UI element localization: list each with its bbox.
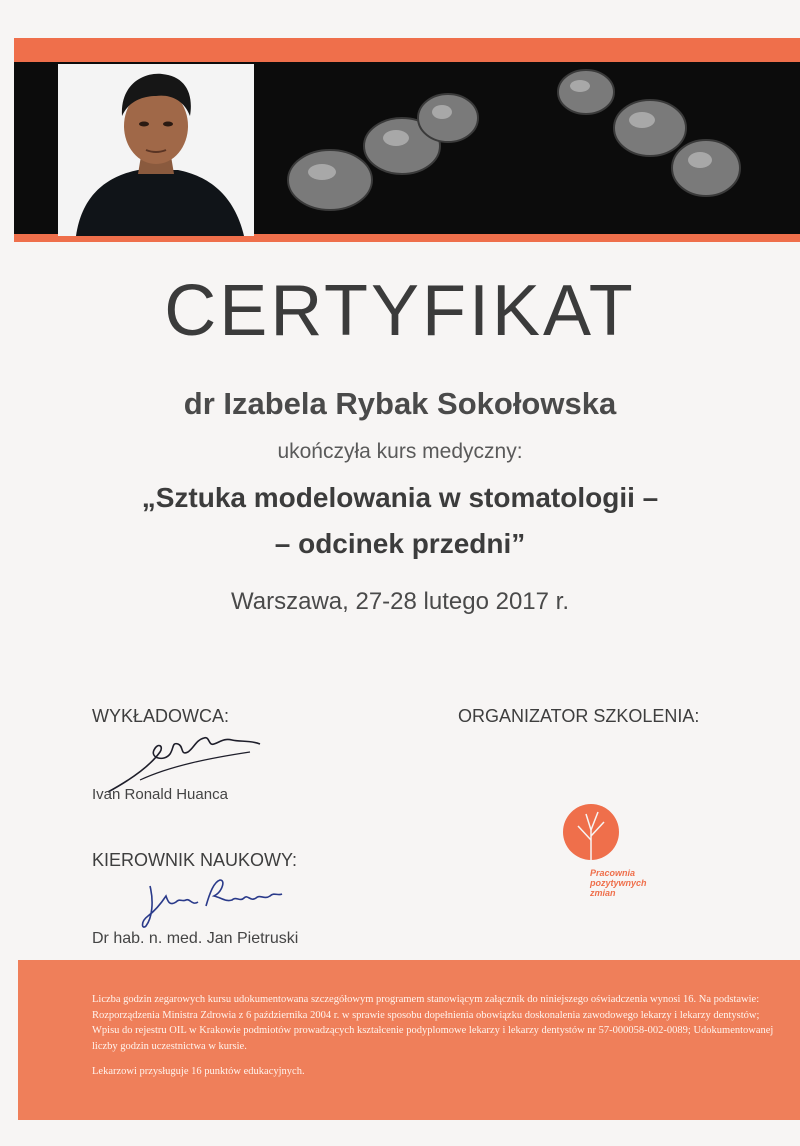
footer-text [92,992,782,1080]
footer-points-paragraph: Lekarzowi przysługuje 16 punktów edukacyjnych. [92,1066,305,1077]
course-name-line-1: „Sztuka modelowania w stomatologii – [141,482,659,513]
recipient-name: dr Izabela Rybak Sokołowska [183,386,617,421]
scientific-head-name: Dr hab. n. med. Jan Pietruski [92,930,299,947]
header-orange-stripe [14,38,800,62]
teeth-models-image [280,62,780,234]
scientific-head-label: KIEROWNIK NAUKOWY: [92,850,298,870]
lecturer-photo [58,64,254,236]
course-name-line-2: – odcinek przedni” [274,528,526,559]
place-and-date: Warszawa, 27-28 lutego 2017 r. [231,588,569,615]
completed-course-text: ukończyła kurs medyczny: [277,440,523,463]
certificate-title: CERTYFIKAT [164,271,636,351]
organizer-logo-text: Pracownia pozytywnych zmian [590,868,647,898]
footer-legal-paragraph: Liczba godzin zegarowych kursu udokumentowana szczegółowym programem stanowiącym załącznik do niniejszego oświadczenia wynosi 16. Na podstawie: Rozporządzenia Ministra Zdrowia z 6 października 2004 r. w sprawie sposobu dopełnienia obowiązku doskonalenia zawodowego lekarzy i lekarzy dentystów; Wpisu do rejestru OIL w Krakowie podmiotów prowadzących kształcenie podyplomowe lekarzy i lekarzy dentystów nr 57-000058-002-0089; Udokumentowanej liczby godzin uczestnictwa w kursie. [92,994,774,1052]
lecturer-name: Ivan Ronald Huanca [92,786,228,803]
organizer-logo-icon [556,800,626,870]
organizer-label: ORGANIZATOR SZKOLENIA: [458,706,700,726]
lecturer-label: WYKŁADOWCA: [92,706,230,726]
scientific-head-signature [140,872,290,932]
